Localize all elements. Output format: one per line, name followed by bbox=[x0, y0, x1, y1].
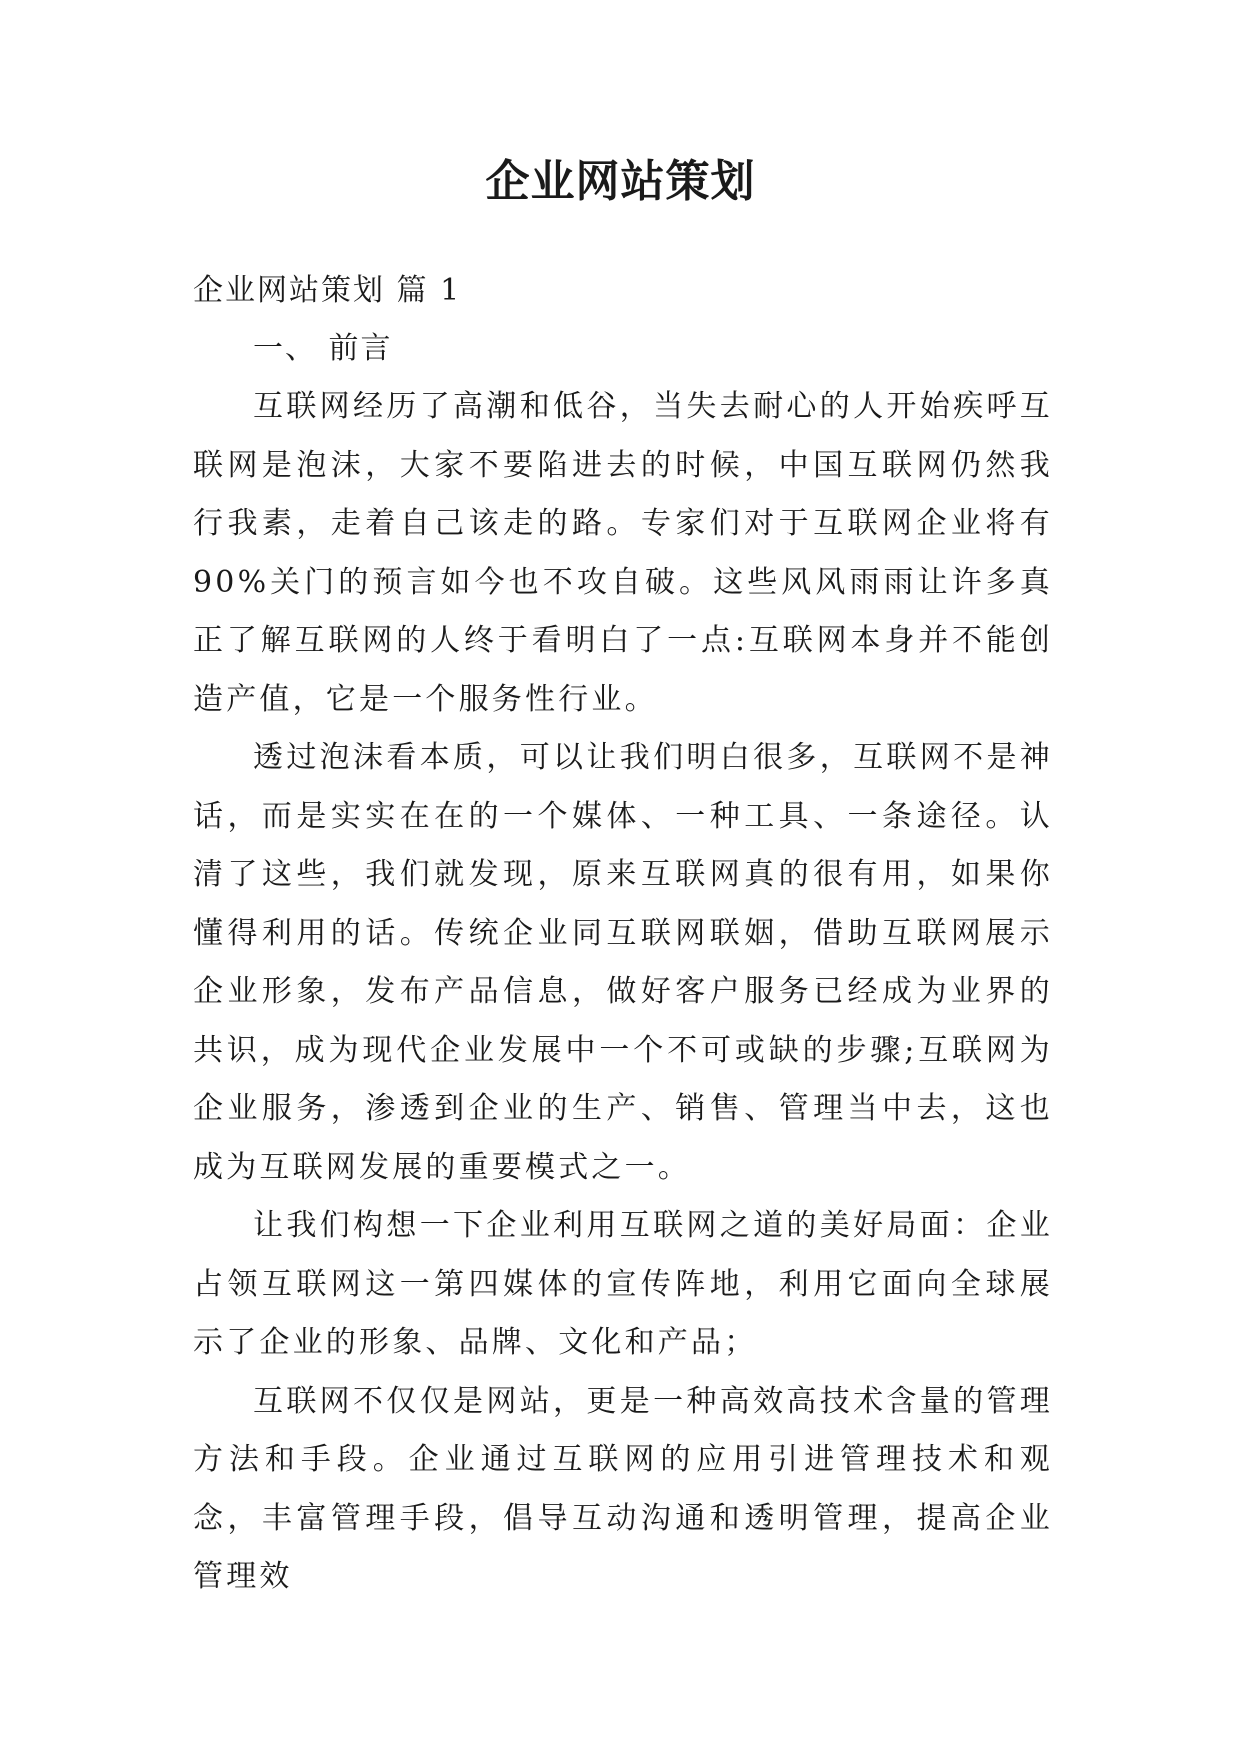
article-heading: 企业网站策划 篇 1 bbox=[193, 273, 462, 308]
document-body bbox=[193, 262, 1053, 1607]
paragraph-1: 互联网经历了高潮和低谷，当失去耐心的人开始疾呼互联网是泡沫，大家不要陷进去的时候，中国互联网仍然我行我素，走着自己该走的路。专家们对于互联网企业将有 90%关门的预言如今也不攻自破。这些风风雨雨让许多真正了解互联网的人终于看明白了一点:互联网本身并不能创造产值，它是一个服务性行业。 bbox=[193, 389, 1053, 717]
section-heading: 一、 前言 bbox=[253, 331, 393, 366]
paragraph-3: 让我们构想一下企业利用互联网之道的美好局面：企业占领互联网这一第四媒体的宣传阵地，利用它面向全球展示了企业的形象、品牌、文化和产品； bbox=[193, 1208, 1053, 1360]
paragraph-4: 互联网不仅仅是网站，更是一种高效高技术含量的管理方法和手段。企业通过互联网的应用引进管理技术和观念，丰富管理手段，倡导互动沟通和透明管理，提高企业管理效 bbox=[193, 1383, 1053, 1594]
document-title: 企业网站策划 bbox=[485, 156, 756, 207]
paragraph-2: 透过泡沫看本质，可以让我们明白很多，互联网不是神话，而是实实在在的一个媒体、一种工具、一条途径。认清了这些，我们就发现，原来互联网真的很有用，如果你懂得利用的话。传统企业同互联网联姻，借助互联网展示企业形象，发布产品信息，做好客户服务已经成为业界的共识，成为现代企业发展中一个不可或缺的步骤;互联网为企业服务，渗透到企业的生产、销售、管理当中去，这也成为互联网发展的重要模式之一。 bbox=[193, 740, 1053, 1185]
